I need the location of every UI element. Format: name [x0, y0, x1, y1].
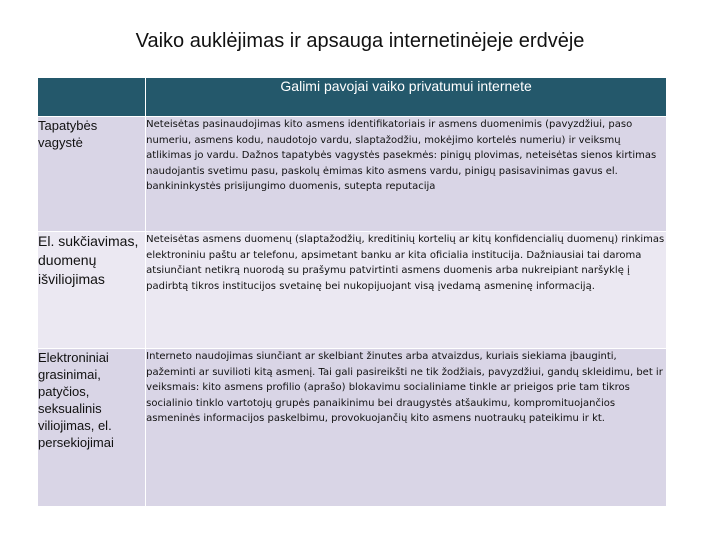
- header-title-cell: Galimi pavojai vaiko privatumui internete: [146, 78, 667, 117]
- table-row: [38, 232, 667, 349]
- description-cell: Interneto naudojimas siunčiant ar skelbiant žinutes arba atvaizdus, kuriais siekiama įbauginti, pažeminti ar suvilioti kitą asmenį. Tai gali pasireikšti ne tik žodžiais, pavyzdžiui, gandų skleidimu, bet ir veiksmais: kito asmens profilio (aprašo) blokavimu socialiniame tinkle ar prieigos prie tam tikros socialinio tinklo vartotojų grupės panaikinimu bei draugystės atšaukimu, kompromituojančios asmeninės informacijos paskelbimu, provokuojančių kito asmens nuotraukų pateikimu ir kt.: [146, 349, 667, 507]
- term-cell: Tapatybės vagystė: [38, 117, 146, 232]
- term-cell: Elektroniniai grasinimai, patyčios, seksualinis viliojimas, el. persekiojimai: [38, 349, 146, 507]
- page-title: Vaiko auklėjimas ir apsauga internetinėjeje erdvėje: [135, 30, 585, 52]
- description-cell: Neteisėtas pasinaudojimas kito asmens identifikatoriais ir asmens duomenimis (pavyzdžiui, paso numeriu, asmens kodu, naudotojo vardu, slaptažodžiu, mokėjimo kortelės numeriu) ir veiksmų atlikimas jo vardu. Dažnos tapatybės vagystės pasekmės: pinigų plovimas, neteisėtas sienos kirtimas naudojantis svetimu pasu, paskolų ėmimas kito asmens vardu, pinigų pasisavinimas gavus el. bankininkystės prisijungimo duomenis, sutepta reputacija: [146, 117, 667, 232]
- table-header-row: [38, 78, 667, 117]
- description-cell: Neteisėtas asmens duomenų (slaptažodžių, kreditinių kortelių ar kitų konfidencialių duomenų) rinkimas elektroniniu paštu ar telefonu, apsimetant banku ar kita oficialia institucija. Dažniausiai tai daroma atsiunčiant netikrą nuorodą su prašymu patvirtinti asmens duomenis arba nukreipiant naršyklę į padirbtą tikros institucijos svetainę bei nukopijuojant visą įvedamą asmeninę informaciją.: [146, 232, 667, 349]
- header-term-cell: [38, 78, 146, 117]
- term-cell: El. sukčiavimas, duomenų išviliojimas: [38, 232, 146, 349]
- privacy-risks-table: [37, 77, 667, 507]
- table-row: [38, 349, 667, 507]
- table-row: [38, 117, 667, 232]
